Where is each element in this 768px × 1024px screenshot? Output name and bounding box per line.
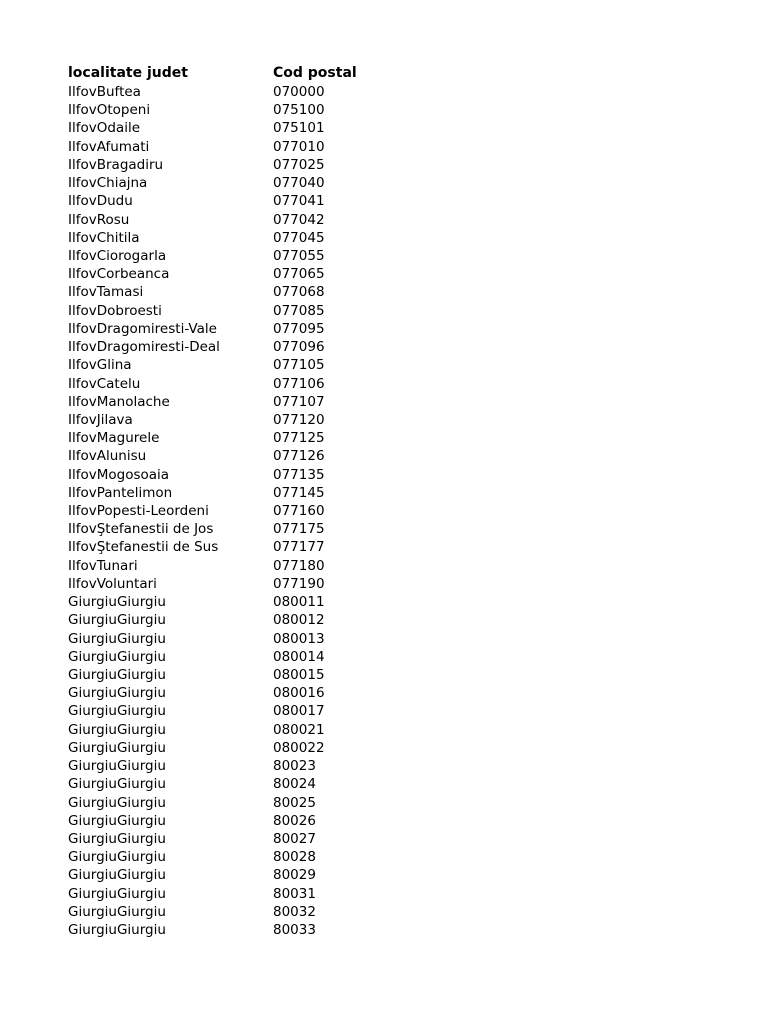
table-row: [68, 192, 728, 210]
table-row: [68, 338, 728, 356]
table-row: [68, 630, 728, 648]
cell-localitate-judet: GiurgiuGiurgiu: [68, 849, 166, 866]
cell-localitate-judet: GiurgiuGiurgiu: [68, 630, 166, 647]
cell-cod-postal: 080013: [273, 630, 325, 647]
cell-cod-postal: 075100: [273, 102, 325, 119]
cell-cod-postal: 077107: [273, 393, 325, 410]
table-row: [68, 721, 728, 739]
cell-cod-postal: 077160: [273, 503, 325, 520]
cell-cod-postal: 077180: [273, 557, 325, 574]
table-row: [68, 575, 728, 593]
table-row: [68, 648, 728, 666]
cell-localitate-judet: IlfovOdaile: [68, 120, 141, 137]
cell-localitate-judet: GiurgiuGiurgiu: [68, 594, 166, 611]
table-row: [68, 666, 728, 684]
table-body: [68, 83, 728, 939]
cell-cod-postal: 80023: [273, 758, 316, 775]
cell-cod-postal: 077065: [273, 266, 325, 283]
cell-cod-postal: 080015: [273, 667, 325, 683]
table-header-row: [68, 64, 728, 83]
table-row: [68, 83, 728, 101]
cell-localitate-judet: GiurgiuGiurgiu: [68, 721, 166, 738]
table-row: [68, 794, 728, 812]
cell-localitate-judet: IlfovPantelimon: [68, 484, 173, 501]
table-row: [68, 320, 728, 338]
table-row: [68, 393, 728, 411]
cell-cod-postal: 077106: [273, 375, 325, 392]
table-row: [68, 375, 728, 393]
table-row: [68, 611, 728, 629]
table-row: [68, 903, 728, 921]
cell-localitate-judet: IlfovManolache: [68, 393, 170, 410]
cell-localitate-judet: GiurgiuGiurgiu: [68, 812, 166, 829]
cell-localitate-judet: IlfovPopesti-Leordeni: [68, 503, 209, 520]
cell-cod-postal: 077055: [273, 247, 325, 264]
cell-localitate-judet: GiurgiuGiurgiu: [68, 612, 166, 629]
table-row: [68, 265, 728, 283]
cell-cod-postal: 80025: [273, 794, 316, 811]
cell-localitate-judet: IlfovVoluntari: [68, 575, 157, 592]
cell-localitate-judet: IlfovMagurele: [68, 430, 160, 447]
cell-cod-postal: 077085: [273, 302, 325, 319]
cell-cod-postal: 077068: [273, 284, 325, 301]
cell-cod-postal: 080022: [273, 739, 325, 756]
cell-cod-postal: 077041: [273, 193, 325, 210]
table-row: [68, 502, 728, 520]
table-row: [68, 138, 728, 156]
cell-localitate-judet: IlfovCorbeanca: [68, 266, 170, 283]
cell-localitate-judet: GiurgiuGiurgiu: [68, 703, 166, 720]
cell-cod-postal: 077025: [273, 156, 325, 173]
table-row: [68, 538, 728, 556]
cell-cod-postal: 80028: [273, 849, 316, 866]
cell-cod-postal: 080012: [273, 612, 325, 629]
cell-localitate-judet: GiurgiuGiurgiu: [68, 667, 166, 683]
header-localitate-judet: localitate judet: [68, 65, 188, 81]
table-row: [68, 156, 728, 174]
table-row: [68, 775, 728, 793]
table-row: [68, 466, 728, 484]
cell-cod-postal: 080017: [273, 703, 325, 720]
cell-localitate-judet: IlfovDobroesti: [68, 302, 162, 319]
table-row: [68, 283, 728, 301]
table-row: [68, 921, 728, 939]
cell-cod-postal: 077175: [273, 521, 325, 538]
cell-cod-postal: 080021: [273, 721, 325, 738]
cell-localitate-judet: GiurgiuGiurgiu: [68, 739, 166, 756]
table-row: [68, 247, 728, 265]
cell-cod-postal: 077190: [273, 575, 325, 592]
cell-localitate-judet: GiurgiuGiurgiu: [68, 867, 166, 884]
cell-cod-postal: 077125: [273, 430, 325, 447]
cell-localitate-judet: IlfovŞtefanestii de Sus: [68, 539, 219, 556]
cell-cod-postal: 080016: [273, 685, 325, 702]
cell-localitate-judet: IlfovCiorogarla: [68, 247, 167, 264]
cell-cod-postal: 077177: [273, 539, 325, 556]
cell-cod-postal: 80029: [273, 867, 316, 884]
cell-localitate-judet: GiurgiuGiurgiu: [68, 903, 166, 920]
table-row: [68, 812, 728, 830]
cell-cod-postal: 077145: [273, 484, 325, 501]
cell-localitate-judet: IlfovRosu: [68, 211, 130, 228]
cell-cod-postal: 077135: [273, 466, 325, 483]
table-row: [68, 520, 728, 538]
table-row: [68, 593, 728, 611]
cell-localitate-judet: IlfovTamasi: [68, 284, 144, 301]
table-row: [68, 757, 728, 775]
table-row: [68, 557, 728, 575]
cell-localitate-judet: GiurgiuGiurgiu: [68, 922, 166, 939]
table-row: [68, 119, 728, 137]
cell-cod-postal: 077096: [273, 339, 325, 356]
cell-localitate-judet: IlfovBuftea: [68, 84, 141, 100]
cell-localitate-judet: GiurgiuGiurgiu: [68, 794, 166, 811]
cell-cod-postal: 077095: [273, 320, 325, 337]
cell-cod-postal: 80032: [273, 903, 316, 920]
table-row: [68, 684, 728, 702]
cell-cod-postal: 80033: [273, 922, 316, 939]
table-row: [68, 739, 728, 757]
cell-cod-postal: 077105: [273, 357, 325, 374]
table-row: [68, 885, 728, 903]
table-row: [68, 101, 728, 119]
cell-cod-postal: 077120: [273, 411, 325, 428]
table-row: [68, 211, 728, 229]
cell-cod-postal: 077126: [273, 448, 325, 465]
cell-localitate-judet: IlfovChiajna: [68, 175, 148, 192]
table-row: [68, 447, 728, 465]
cell-cod-postal: 077040: [273, 175, 325, 192]
cell-cod-postal: 077045: [273, 229, 325, 246]
cell-localitate-judet: GiurgiuGiurgiu: [68, 885, 166, 902]
postal-code-table: [68, 64, 728, 939]
cell-localitate-judet: IlfovOtopeni: [68, 102, 151, 119]
cell-cod-postal: 080011: [273, 594, 325, 611]
cell-localitate-judet: GiurgiuGiurgiu: [68, 776, 166, 793]
cell-cod-postal: 077010: [273, 138, 325, 155]
cell-cod-postal: 070000: [273, 84, 325, 100]
cell-localitate-judet: GiurgiuGiurgiu: [68, 758, 166, 775]
cell-cod-postal: 075101: [273, 120, 325, 137]
cell-localitate-judet: IlfovJilava: [68, 411, 133, 428]
cell-cod-postal: 80026: [273, 812, 316, 829]
cell-localitate-judet: IlfovCatelu: [68, 375, 141, 392]
table-row: [68, 830, 728, 848]
cell-localitate-judet: IlfovŞtefanestii de Jos: [68, 521, 214, 538]
cell-localitate-judet: IlfovBragadiru: [68, 156, 164, 173]
cell-localitate-judet: IlfovTunari: [68, 557, 138, 574]
table-row: [68, 848, 728, 866]
cell-localitate-judet: IlfovGlina: [68, 357, 132, 374]
cell-localitate-judet: GiurgiuGiurgiu: [68, 830, 166, 847]
table-row: [68, 866, 728, 884]
table-row: [68, 411, 728, 429]
header-cod-postal: Cod postal: [273, 65, 357, 81]
table-row: [68, 429, 728, 447]
cell-localitate-judet: IlfovMogosoaia: [68, 466, 170, 483]
cell-localitate-judet: IlfovAfumati: [68, 138, 150, 155]
cell-localitate-judet: IlfovAlunisu: [68, 448, 147, 465]
table-row: [68, 484, 728, 502]
table-row: [68, 229, 728, 247]
cell-cod-postal: 80024: [273, 776, 316, 793]
cell-localitate-judet: IlfovDragomiresti-Deal: [68, 339, 220, 356]
cell-cod-postal: 077042: [273, 211, 325, 228]
cell-cod-postal: 80027: [273, 830, 316, 847]
cell-localitate-judet: IlfovDragomiresti-Vale: [68, 320, 217, 337]
cell-localitate-judet: GiurgiuGiurgiu: [68, 685, 166, 702]
cell-cod-postal: 080014: [273, 648, 325, 665]
table-row: [68, 356, 728, 374]
table-row: [68, 174, 728, 192]
cell-localitate-judet: IlfovChitila: [68, 229, 140, 246]
table-row: [68, 702, 728, 720]
cell-localitate-judet: GiurgiuGiurgiu: [68, 648, 166, 665]
table-row: [68, 302, 728, 320]
cell-localitate-judet: IlfovDudu: [68, 193, 133, 210]
cell-cod-postal: 80031: [273, 885, 316, 902]
